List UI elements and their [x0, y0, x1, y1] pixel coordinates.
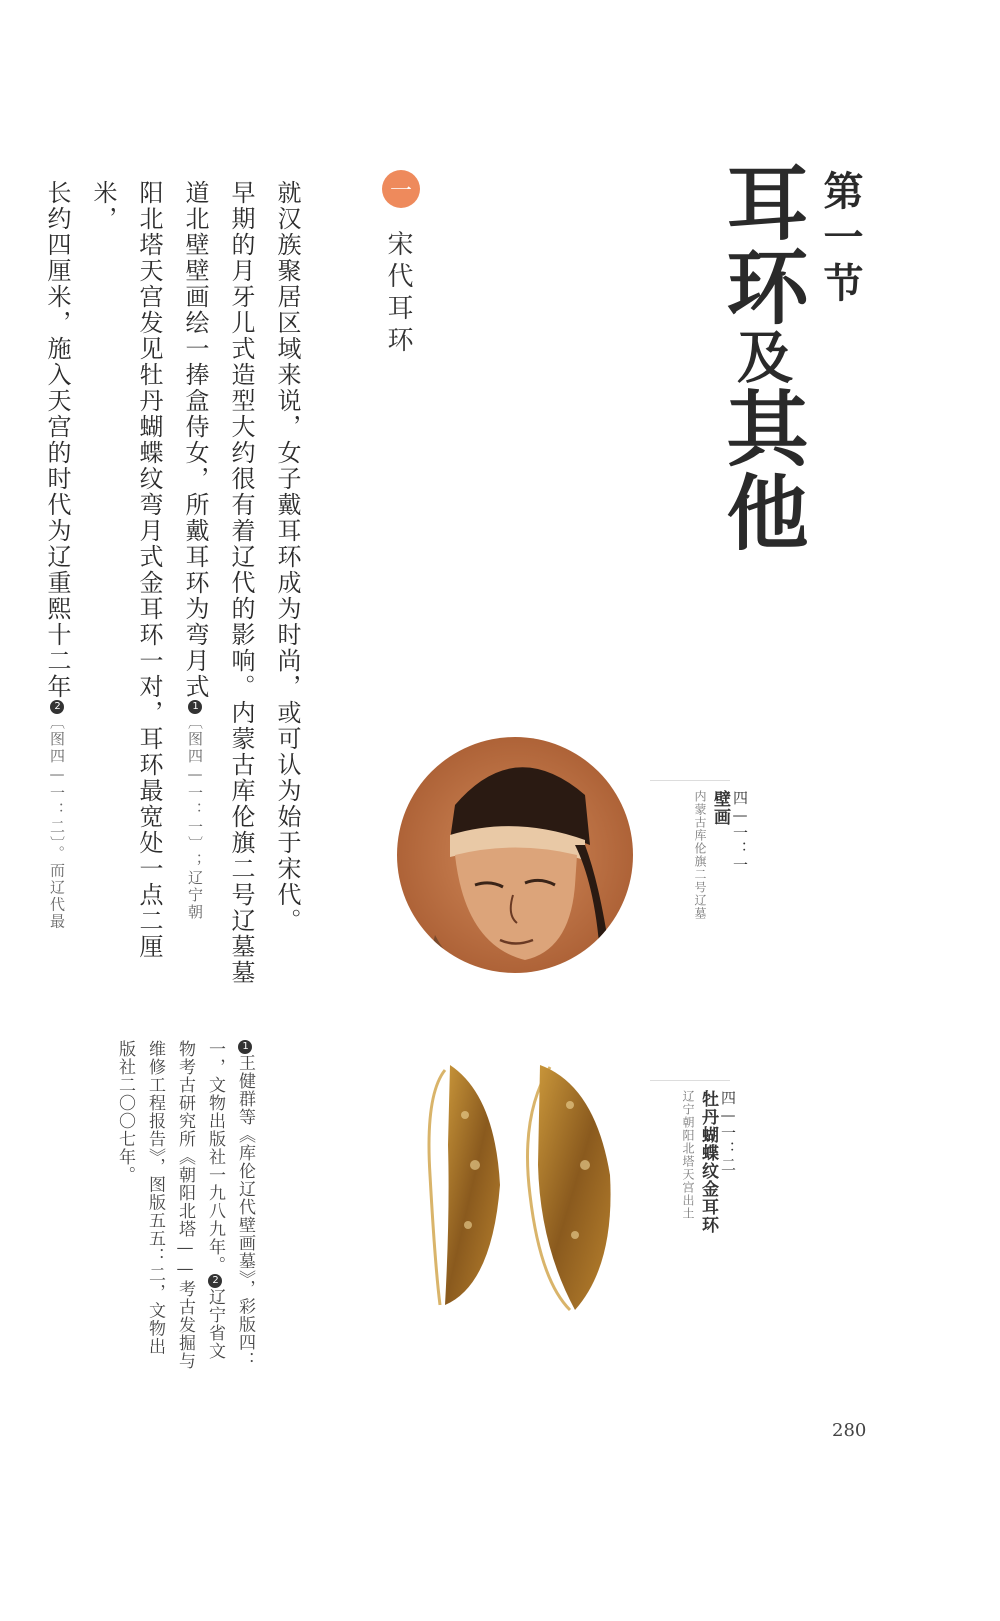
- figure-2-caption: [678, 1090, 738, 1234]
- figure-2-title: 牡丹蝴蝶纹金耳环: [698, 1090, 718, 1234]
- title-part-a: 耳环: [713, 160, 809, 328]
- figure-1-source: 内蒙古库伦旗二号辽墓: [693, 790, 707, 920]
- body-text: [34, 180, 310, 1000]
- section-label: 第一节: [817, 170, 864, 308]
- subsection-title: 宋代耳环: [383, 230, 413, 358]
- footnote-marker-1: 1: [190, 700, 201, 714]
- figure-2-number: 四—一：二: [719, 1090, 737, 1173]
- title-part-c: 其他: [713, 386, 809, 554]
- footnote-1: 王健群等《库伦辽代壁画墓》，彩版四：一，文物出版社一九八九年。: [205, 1040, 255, 1370]
- body-col-3: 道北壁壁画绘一捧盒侍女，所戴耳环为弯月式: [181, 180, 209, 700]
- title-part-b: 及: [728, 328, 794, 386]
- mural-portrait-image: [395, 735, 635, 975]
- body-col-5: 长约四厘米，施入天宫的时代为辽重熙十二年: [43, 180, 71, 700]
- figure-1-caption: [690, 790, 750, 920]
- body-col-4: 阳北塔天宫发见牡丹蝴蝶纹弯月式金耳环一对，耳环最宽处一点二厘米，: [89, 180, 163, 960]
- page-number: 280: [832, 1420, 867, 1441]
- section-title: [713, 160, 809, 554]
- body-col-2: 早期的月牙儿式造型大约很有着辽代的影响。内蒙古库伦旗二号辽墓墓: [227, 180, 255, 986]
- figure-1-title: 壁画: [710, 790, 730, 826]
- figure-1-number: 四—一：一: [731, 790, 749, 873]
- footnote-2: 辽宁省文物考古研究所《朝阳北塔——考古发掘与维修工程报告》，图版五五：二，文物出版社二〇〇七年。: [115, 1040, 225, 1370]
- caption-rule-1: [650, 780, 730, 781]
- figure-ref-2: 〔图四—一：二〕。而辽代最: [48, 714, 66, 931]
- footnote-1-marker: 1: [240, 1041, 251, 1053]
- figure-2-source: 辽宁朝阳北塔天宫出土: [681, 1090, 695, 1220]
- footnotes: [110, 1040, 260, 1370]
- footnote-2-marker: 2: [210, 1275, 221, 1287]
- footnote-marker-2: 2: [52, 700, 63, 714]
- gold-earrings-image: [420, 1055, 635, 1320]
- figure-ref-1: 〔图四—一：一〕；辽宁朝: [186, 714, 204, 921]
- subsection-number-badge: 一: [382, 170, 420, 208]
- body-col-1: 就汉族聚居区域来说，女子戴耳环成为时尚，或可认为始于宋代。: [273, 180, 301, 934]
- caption-rule-2: [650, 1080, 730, 1081]
